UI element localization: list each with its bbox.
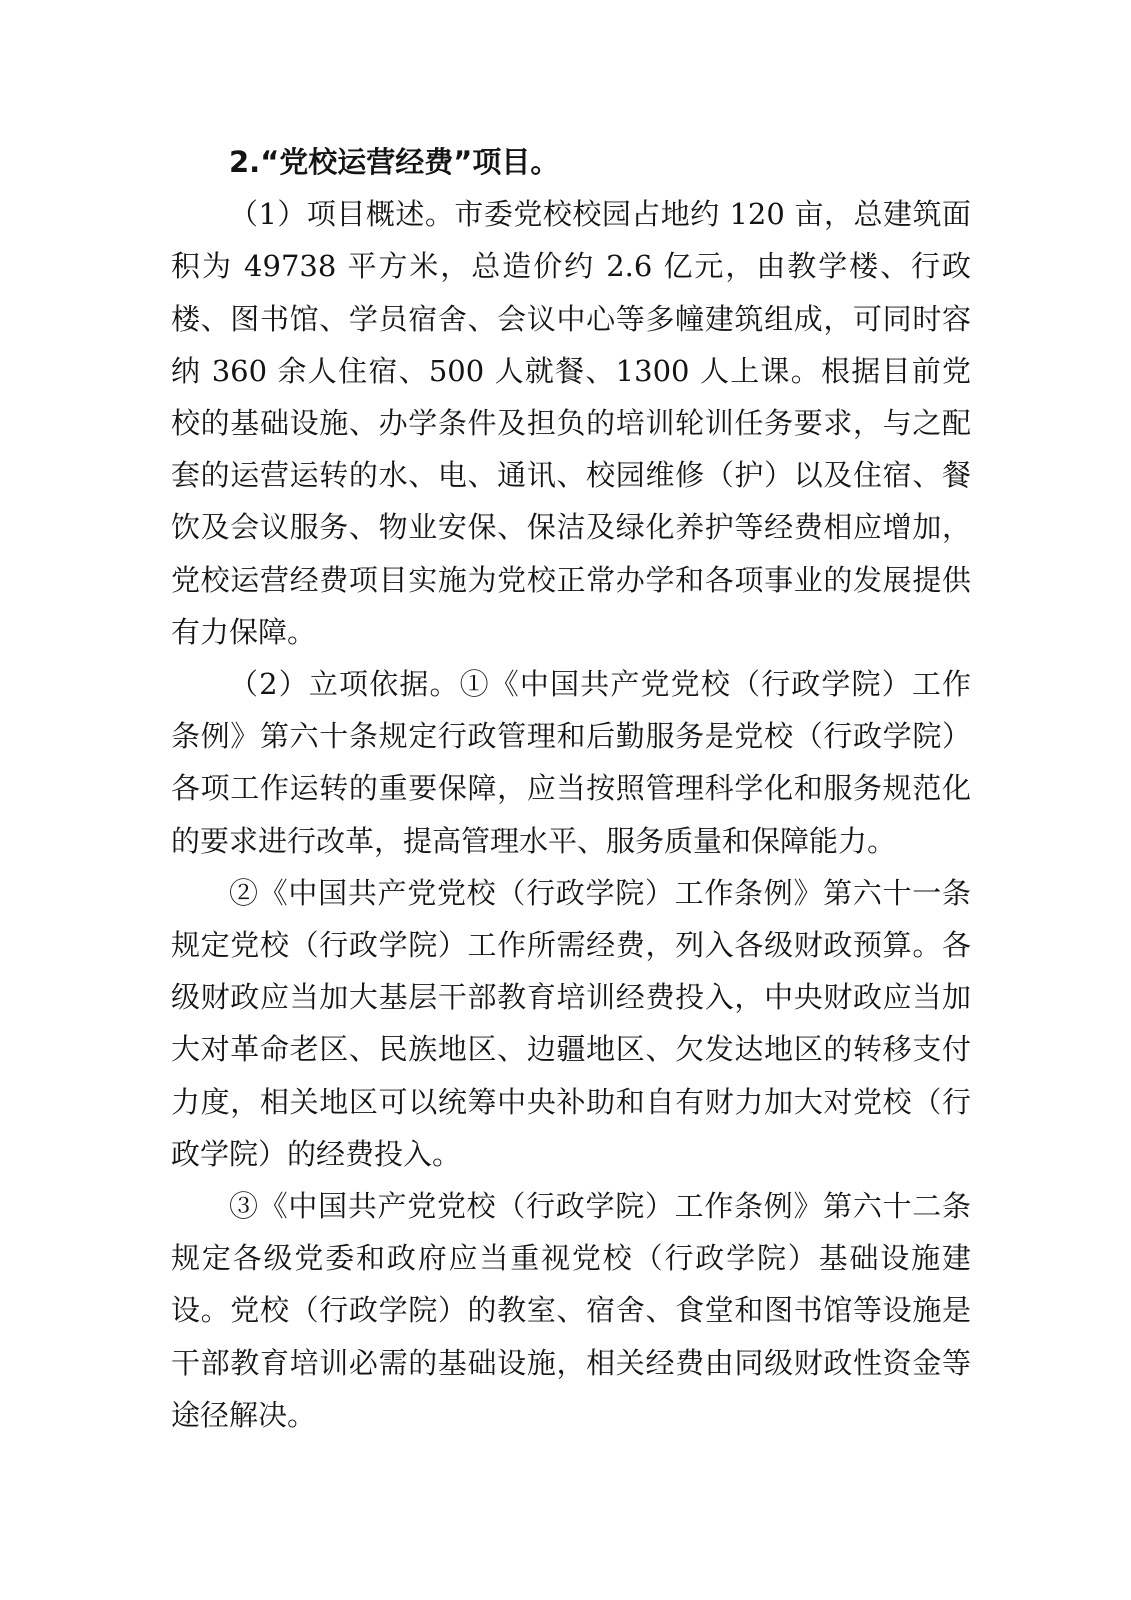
section-heading: 2.“党校运营经费”项目。 [229, 145, 560, 179]
document-body [171, 136, 971, 1441]
paragraph-basis-1: （2）立项依据。①《中国共产党党校（行政学院）工作条例》第六十条规定行政管理和后勤服务是党校（行政学院）各项工作运转的重要保障，应当按照管理科学化和服务规范化的要求进行改革，提高管理水平、服务质量和保障能力。 [171, 667, 971, 858]
paragraph-project-overview: （1）项目概述。市委党校校园占地约 120 亩，总建筑面积为 49738 平方米，总造价约 2.6 亿元，由教学楼、行政楼、图书馆、学员宿舍、会议中心等多幢建筑组成，可同时容纳 360 余人住宿、500 人就餐、1300 人上课。根据目前党校的基础设施、办学条件及担负的培训轮训任务要求，与之配套的运营运转的水、电、通讯、校园维修（护）以及住宿、餐饮及会议服务、物业安保、保洁及绿化养护等经费相应增加，党校运营经费项目实施为党校正常办学和各项事业的发展提供有力保障。 [171, 197, 971, 649]
paragraph-basis-3: ③《中国共产党党校（行政学院）工作条例》第六十二条规定各级党委和政府应当重视党校（行政学院）基础设施建设。党校（行政学院）的教室、宿舍、食堂和图书馆等设施是干部教育培训必需的基础设施，相关经费由同级财政性资金等途径解决。 [171, 1189, 971, 1432]
paragraph-basis-2: ②《中国共产党党校（行政学院）工作条例》第六十一条规定党校（行政学院）工作所需经费，列入各级财政预算。各级财政应当加大基层干部教育培训经费投入，中央财政应当加大对革命老区、民族地区、边疆地区、欠发达地区的转移支付力度，相关地区可以统筹中央补助和自有财力加大对党校（行政学院）的经费投入。 [171, 875, 971, 1171]
